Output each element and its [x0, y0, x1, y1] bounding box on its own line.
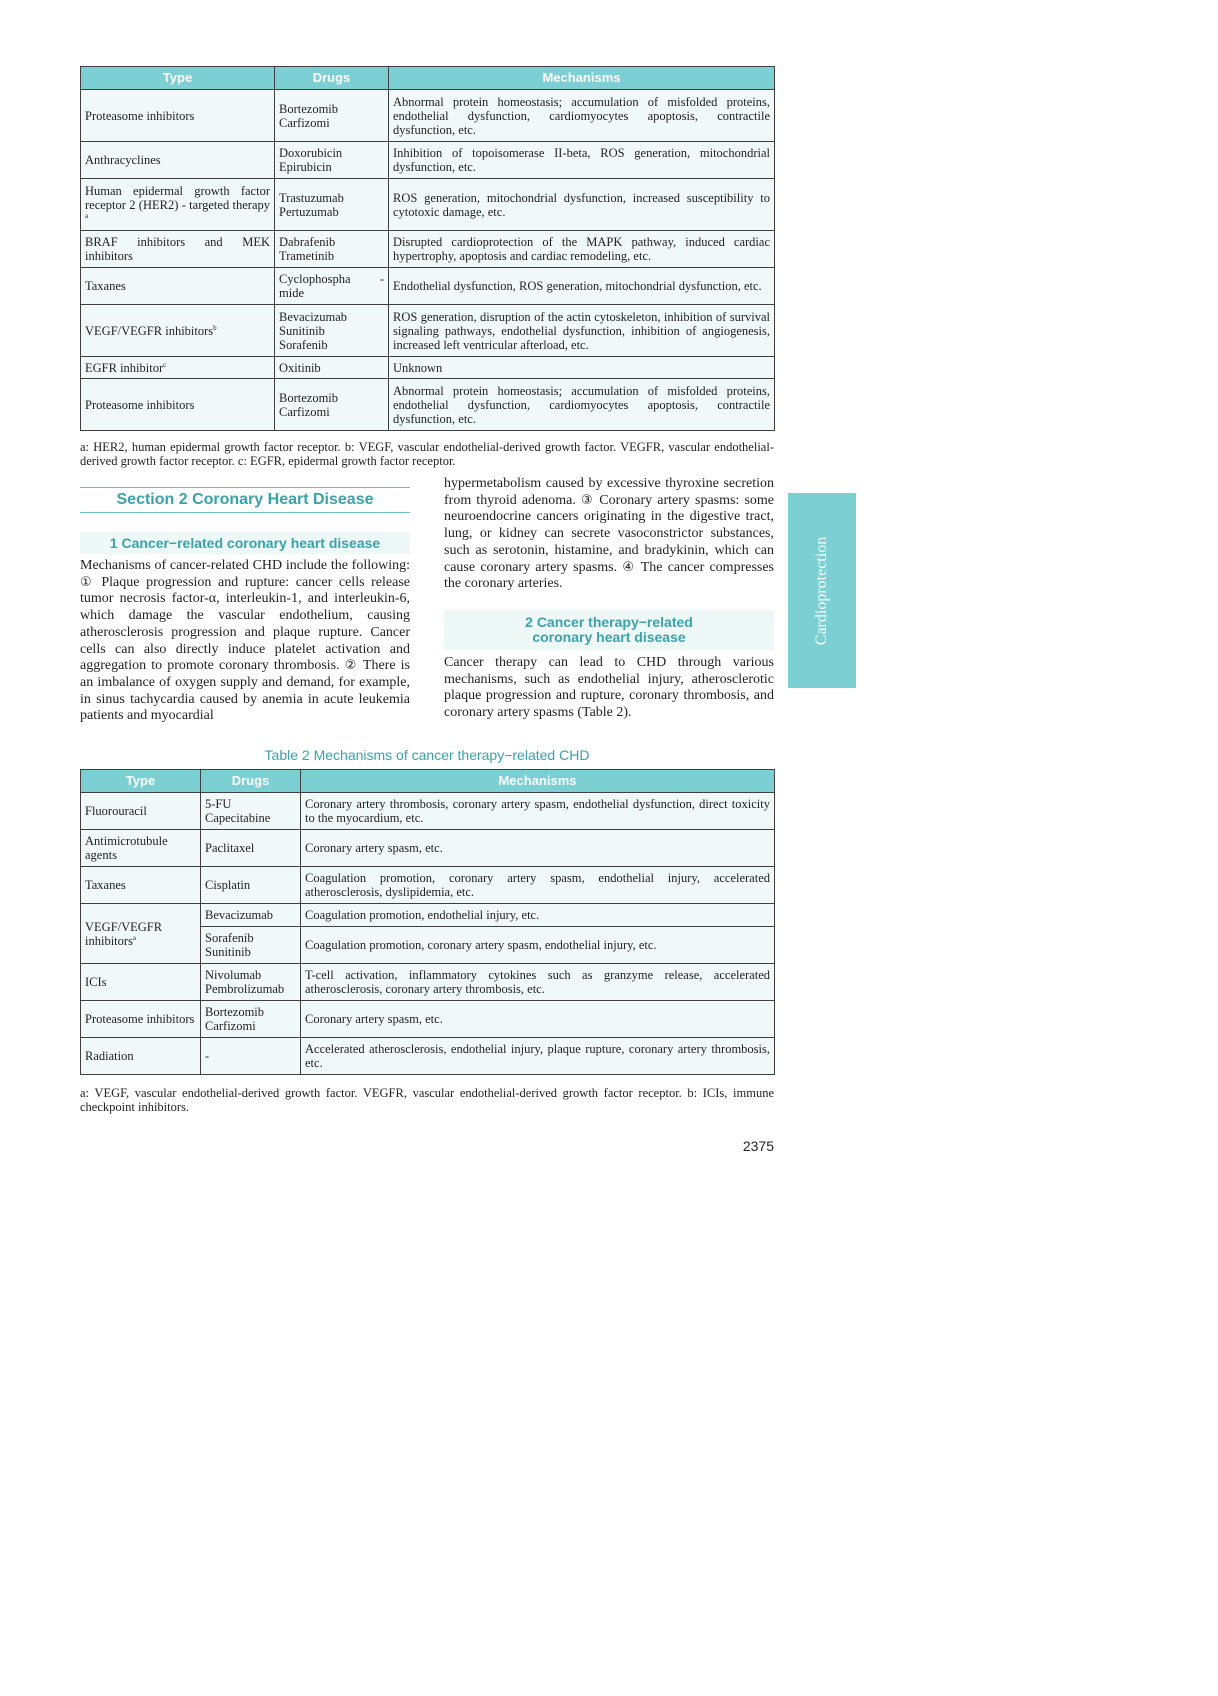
- table-row: [81, 231, 775, 268]
- table-row: [81, 1001, 775, 1038]
- type-text: Human epidermal growth factor receptor 2 (HER2) - targeted therapy: [85, 183, 270, 212]
- paragraph-right-2: Cancer therapy can lead to CHD through various mechanisms, such as endothelial injury, atherosclerotic plaque progression and rupture, coronary thrombosis, and coronary artery spasms (Table 2).: [444, 655, 774, 721]
- type-cell: BRAF inhibitors and MEK inhibitors: [81, 231, 275, 268]
- mechanisms-cell: ROS generation, disruption of the actin cytoskeleton, inhibition of survival signaling pathways, endothelial dysfunction, inhibition of angiogenesis, increased left ventricular afterload, etc.: [389, 305, 775, 357]
- type-text: EGFR inhibitor: [85, 360, 164, 375]
- type-cell: Fluorouracil: [81, 793, 201, 830]
- side-tab: [788, 493, 856, 688]
- drugs-cell: Cisplatin: [201, 867, 301, 904]
- subsection-heading-2: 2 Cancer therapy−related coronary heart disease: [444, 610, 774, 650]
- mechanisms-cell: Coagulation promotion, endothelial injury, etc.: [301, 904, 775, 927]
- mechanisms-cell: Accelerated atherosclerosis, endothelial injury, plaque rupture, coronary artery thrombosis, etc.: [301, 1038, 775, 1075]
- type-cell: [81, 179, 275, 231]
- table-row: [81, 1038, 775, 1075]
- mechanisms-cell: Coronary artery spasm, etc.: [301, 1001, 775, 1038]
- table-2-footnote: a: VEGF, vascular endothelial-derived growth factor. VEGFR, vascular endothelial-derived growth factor receptor. b: ICIs, immune checkpoint inhibitors.: [80, 1086, 774, 1114]
- table-row: [81, 867, 775, 904]
- mechanisms-cell: T-cell activation, inflammatory cytokines such as granzyme release, accelerated atherosclerosis, coronary artery thrombosis, etc.: [301, 964, 775, 1001]
- drugs-cell: Bortezomib Carfizomi: [275, 90, 389, 142]
- column-header: Type: [81, 770, 201, 793]
- type-cell: Anthracyclines: [81, 142, 275, 179]
- enumeration-marker: ①: [80, 574, 95, 590]
- column-header: Mechanisms: [389, 67, 775, 90]
- side-tab-label: Cardioprotection: [813, 536, 831, 645]
- type-cell: Radiation: [81, 1038, 201, 1075]
- type-cell: Taxanes: [81, 268, 275, 305]
- type-cell: Proteasome inhibitors: [81, 90, 275, 142]
- table-header-row: [81, 770, 775, 793]
- drugs-cell: Sorafenib Sunitinib: [201, 927, 301, 964]
- mechanisms-cell: Endothelial dysfunction, ROS generation, mitochondrial dysfunction, etc.: [389, 268, 775, 305]
- table-row: [81, 90, 775, 142]
- drugs-cell: Bortezomib Carfizomi: [275, 379, 389, 431]
- type-text: VEGF/VEGFR inhibitors: [85, 919, 163, 948]
- paragraph-right: [444, 476, 774, 593]
- drugs-cell: Doxorubicin Epirubicin: [275, 142, 389, 179]
- mechanisms-cell: Abnormal protein homeostasis; accumulation of misfolded proteins, endothelial dysfunction, cardiomyocytes apoptosis, contractile dysfunction, etc.: [389, 90, 775, 142]
- drugs-cell: 5-FU Capecitabine: [201, 793, 301, 830]
- drugs-cell: Dabrafenib Trametinib: [275, 231, 389, 268]
- table-row: [81, 964, 775, 1001]
- section-title: Section 2 Coronary Heart Disease: [80, 487, 410, 513]
- type-cell: [81, 357, 275, 379]
- table-row: [81, 793, 775, 830]
- type-cell: ICIs: [81, 964, 201, 1001]
- type-cell: [81, 904, 201, 964]
- column-header: Drugs: [201, 770, 301, 793]
- footnote-mark: a: [132, 933, 137, 942]
- paragraph-left: [80, 558, 410, 725]
- drugs-cell: Bevacizumab: [201, 904, 301, 927]
- type-cell: [81, 305, 275, 357]
- table-1: [80, 66, 775, 431]
- paragraph-text: The cancer compresses the coronary arteries.: [444, 559, 775, 592]
- table-row: [81, 268, 775, 305]
- drugs-cell: Bortezomib Carfizomi: [201, 1001, 301, 1038]
- paragraph-text: Coronary artery spasms: some neuroendocrine cancers originating in the digestive tract, lung, or kidney can secrete vasoconstrictor substances, such as serotonin, histamine, and bradykinin, which can cause coronary artery spasms.: [444, 492, 774, 575]
- mechanisms-cell: Disrupted cardioprotection of the MAPK pathway, induced cardiac hypertrophy, apoptosis and cardiac remodeling, etc.: [389, 231, 775, 268]
- table-row: [81, 179, 775, 231]
- table-1-footnote: a: HER2, human epidermal growth factor receptor. b: VEGF, vascular endothelial-derived growth factor. VEGFR, vascular endothelial-derived growth factor receptor. c: EGFR, epidermal growth factor receptor.: [80, 440, 774, 468]
- drugs-cell: Cyclophospha - mide: [275, 268, 389, 305]
- footnote-mark: a: [85, 211, 89, 220]
- table-header-row: [81, 67, 775, 90]
- column-header: Mechanisms: [301, 770, 775, 793]
- drugs-cell: Paclitaxel: [201, 830, 301, 867]
- paragraph-text: Plaque progression and rupture: cancer cells release tumor necrosis factor-α, interleukin-1, and interleukin-6, which damage the vascular endothelium, causing atherosclerosis progression and plaque rupture. Cancer cells can also directly induce platelet activation and aggregation to promote coronary thrombosis.: [80, 574, 410, 674]
- column-header: Type: [81, 67, 275, 90]
- type-text: VEGF/VEGFR inhibitors: [85, 323, 214, 338]
- table-row: [81, 904, 775, 927]
- table-row: [81, 142, 775, 179]
- table-row: [81, 830, 775, 867]
- mechanisms-cell: Unknown: [389, 357, 775, 379]
- mechanisms-cell: Abnormal protein homeostasis; accumulation of misfolded proteins, endothelial dysfunction, cardiomyocytes apoptosis, contractile dysfunction, etc.: [389, 379, 775, 431]
- type-cell: Proteasome inhibitors: [81, 379, 275, 431]
- enumeration-marker: ③: [580, 492, 595, 508]
- table-row: [81, 379, 775, 431]
- table-row: [81, 305, 775, 357]
- enumeration-marker: ④: [622, 559, 636, 575]
- drugs-cell: -: [201, 1038, 301, 1075]
- mechanisms-cell: ROS generation, mitochondrial dysfunction, increased susceptibility to cytotoxic damage, etc.: [389, 179, 775, 231]
- mechanisms-cell: Coronary artery spasm, etc.: [301, 830, 775, 867]
- table-row: [81, 357, 775, 379]
- drugs-cell: Oxitinib: [275, 357, 389, 379]
- footnote-mark: b: [213, 323, 217, 332]
- type-cell: Proteasome inhibitors: [81, 1001, 201, 1038]
- footnote-mark: c: [163, 360, 167, 369]
- paragraph-text: hypermetabolism caused by excessive thyroxine secretion from thyroid adenoma.: [444, 476, 774, 508]
- subsection-heading-1: 1 Cancer−related coronary heart disease: [80, 532, 410, 554]
- page-number: 2375: [742, 1138, 774, 1154]
- enumeration-marker: ②: [344, 658, 359, 674]
- table-2: [80, 769, 775, 1075]
- paragraph-text: There is an imbalance of oxygen supply and demand, for example, in sinus tachycardia caused by anemia in acute leukemia patients and myocardial: [80, 658, 410, 724]
- drugs-cell: Nivolumab Pembrolizumab: [201, 964, 301, 1001]
- mechanisms-cell: Inhibition of topoisomerase II-beta, ROS generation, mitochondrial dysfunction, etc.: [389, 142, 775, 179]
- mechanisms-cell: Coagulation promotion, coronary artery spasm, endothelial injury, accelerated atherosclerosis, dyslipidemia, etc.: [301, 867, 775, 904]
- mechanisms-cell: Coronary artery thrombosis, coronary artery spasm, endothelial dysfunction, direct toxicity to the myocardium, etc.: [301, 793, 775, 830]
- column-header: Drugs: [275, 67, 389, 90]
- type-cell: Taxanes: [81, 867, 201, 904]
- table-2-caption: Table 2 Mechanisms of cancer therapy−related CHD: [264, 747, 590, 763]
- drugs-cell: Bevacizumab Sunitinib Sorafenib: [275, 305, 389, 357]
- paragraph-text: Mechanisms of cancer-related CHD include the following:: [80, 558, 410, 573]
- mechanisms-cell: Coagulation promotion, coronary artery spasm, endothelial injury, etc.: [301, 927, 775, 964]
- drugs-cell: Trastuzumab Pertuzumab: [275, 179, 389, 231]
- type-cell: Antimicrotubule agents: [81, 830, 201, 867]
